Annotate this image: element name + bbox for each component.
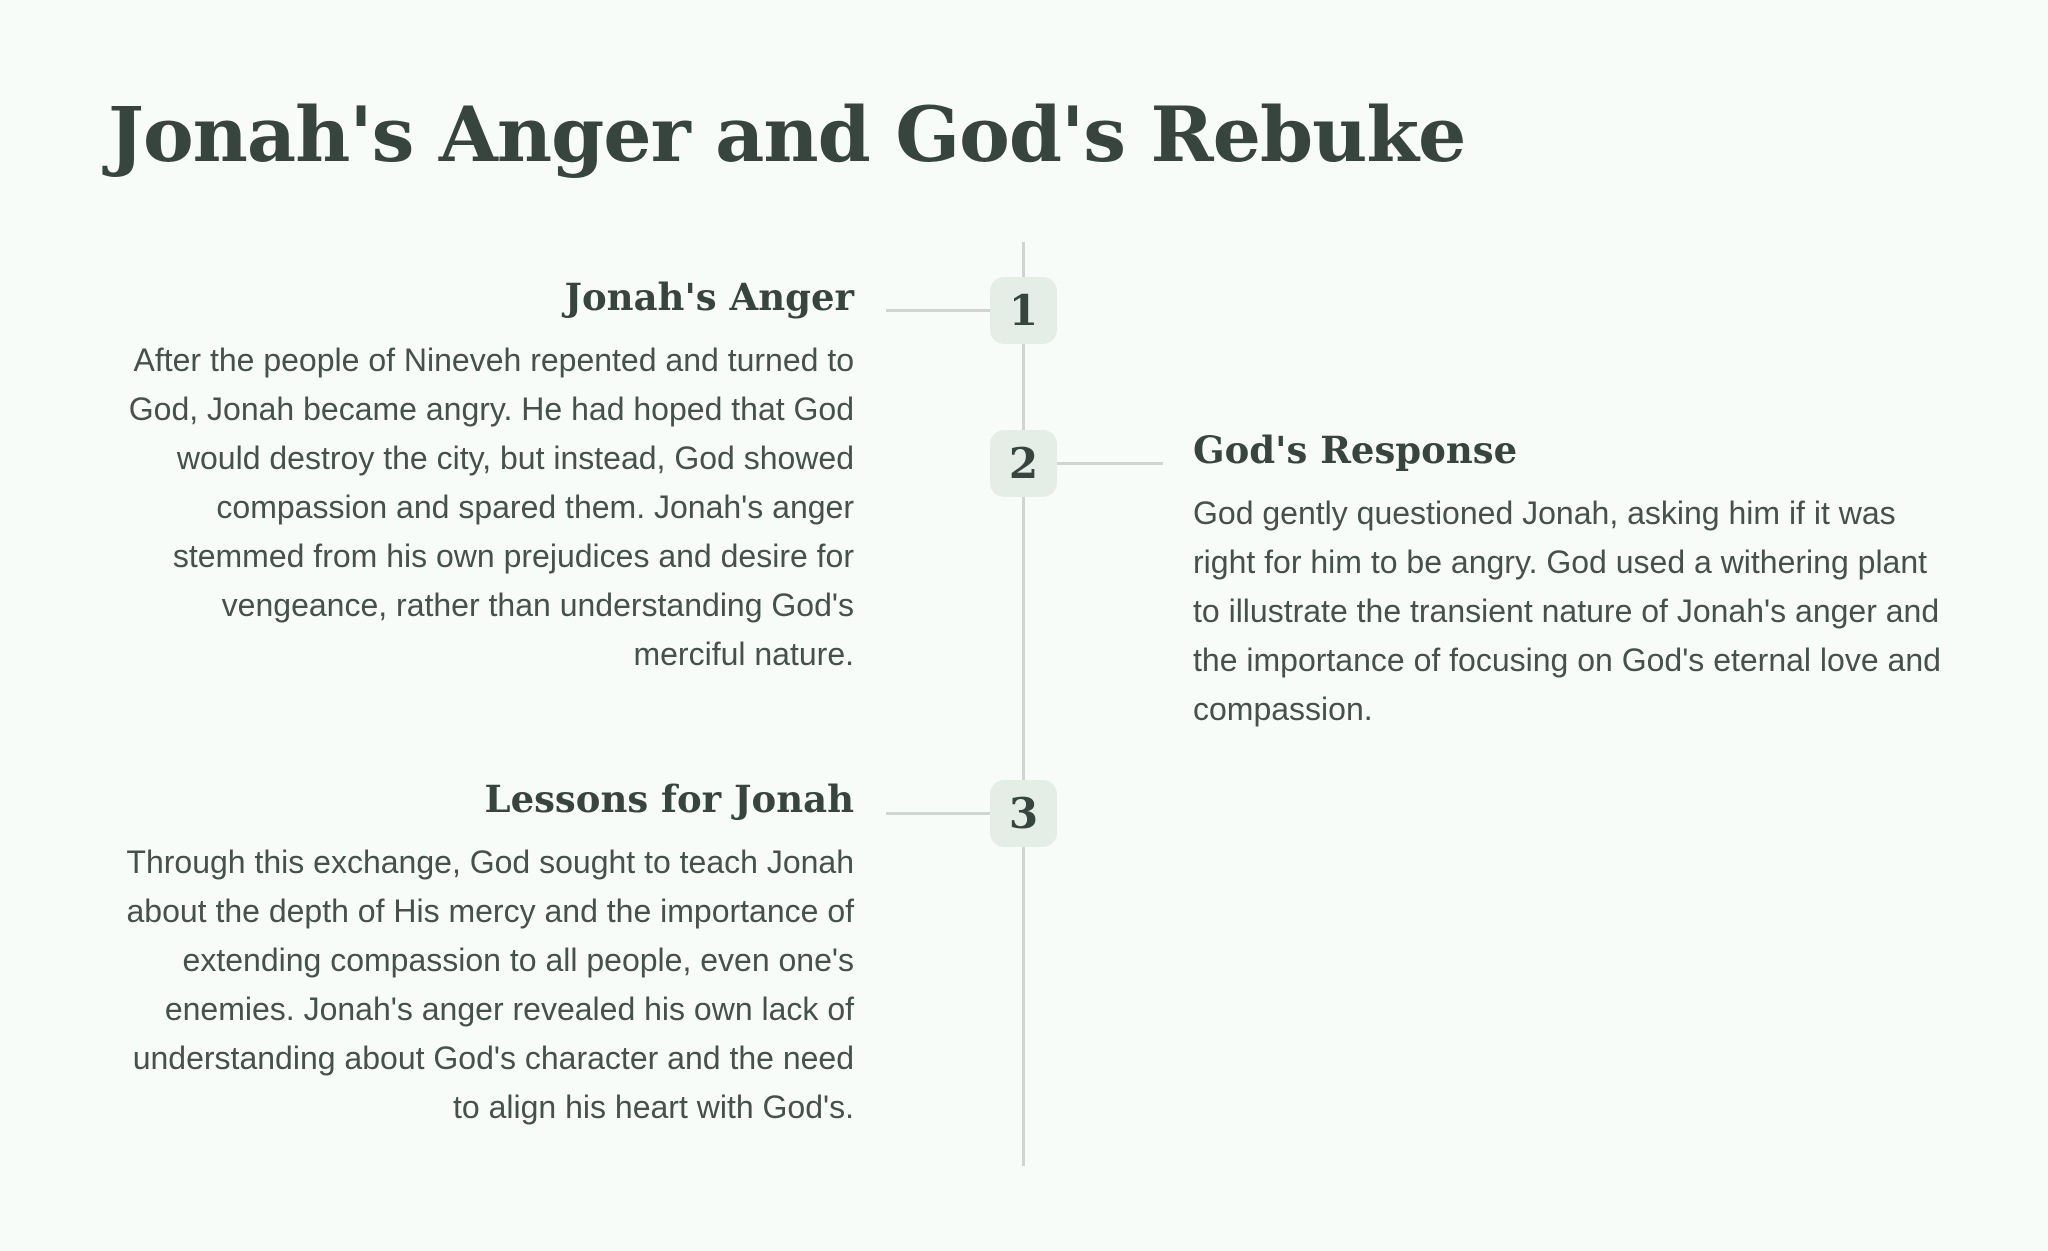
page-title: Jonah's Anger and God's Rebuke [108,90,1466,179]
step-marker-1: 1 [990,277,1057,344]
timeline-line [1022,242,1025,1166]
connector-3 [886,812,990,815]
timeline-item-1 [108,272,854,679]
step-marker-2: 2 [990,430,1057,497]
step-marker-3: 3 [990,780,1057,847]
connector-2 [1057,462,1163,465]
item-body: God gently questioned Jonah, asking him if it was right for him to be angry. God used a withering plant to illustrate the transient nature of Jonah's anger and the importance of focusing on God's eternal love and compassion. [1193,495,1941,727]
item-heading: Jonah's Anger [564,275,854,319]
timeline-item-3 [108,774,854,1132]
item-heading: God's Response [1193,428,1518,472]
timeline-item-2 [1193,425,1953,734]
item-body: Through this exchange, God sought to teach Jonah about the depth of His mercy and the importance of extending compassion to all people, even one's enemies. Jonah's anger revealed his own lack of understanding about God's character and the need to align his heart with God's. [126,844,854,1125]
item-heading: Lessons for Jonah [484,777,854,821]
item-body: After the people of Nineveh repented and turned to God, Jonah became angry. He had hoped that God would destroy the city, but instead, God showed compassion and spared them. Jonah's anger stemmed from his own prejudices and desire for vengeance, rather than understanding God's merciful nature. [128,342,854,672]
connector-1 [886,309,990,312]
